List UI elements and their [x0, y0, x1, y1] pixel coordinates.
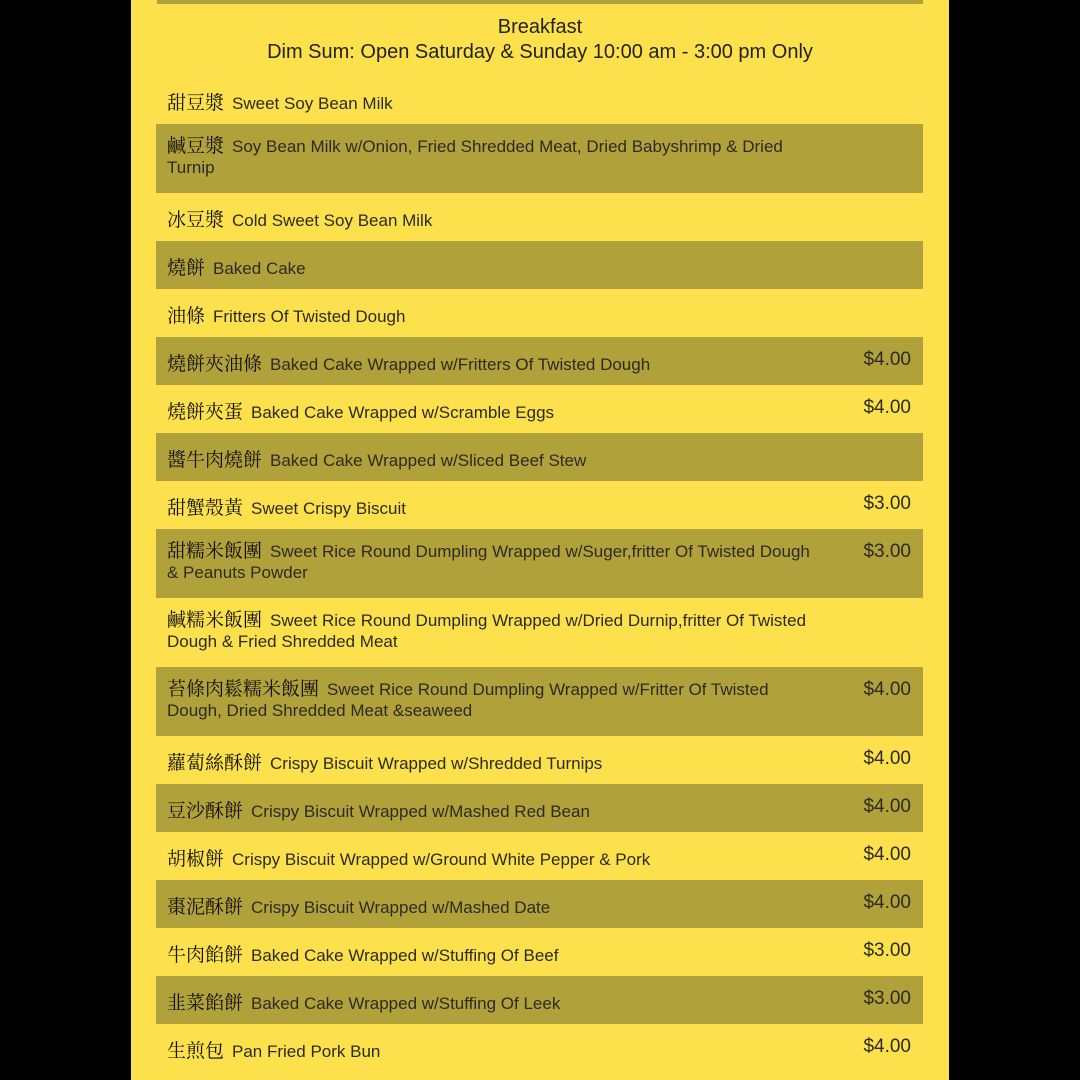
menu-item	[156, 832, 923, 880]
menu-item	[156, 289, 923, 337]
item-chinese-name: 冰豆漿	[167, 209, 225, 231]
item-chinese-name: 甜糯米飯團	[167, 540, 263, 562]
menu-item	[156, 928, 923, 976]
menu-item	[156, 481, 923, 529]
item-chinese-name: 苔條肉鬆糯米飯團	[167, 678, 320, 700]
menu-item	[156, 76, 923, 124]
item-description: Crispy Biscuit Wrapped w/Shredded Turnips	[270, 754, 603, 773]
menu-item	[156, 784, 923, 832]
item-price: $4.00	[863, 748, 911, 769]
menu-item	[156, 385, 923, 433]
item-description: Crispy Biscuit Wrapped w/Mashed Date	[251, 898, 551, 917]
item-chinese-name: 燒餅夾油條	[167, 353, 263, 375]
menu-item	[156, 976, 923, 1024]
item-chinese-name: 蘿蔔絲酥餅	[167, 752, 263, 774]
item-chinese-name: 牛肉餡餅	[167, 944, 244, 966]
item-description: Baked Cake Wrapped w/Stuffing Of Beef	[251, 946, 559, 965]
item-price: $3.00	[863, 988, 911, 1009]
item-description: Baked Cake Wrapped w/Stuffing Of Leek	[251, 994, 561, 1013]
menu-item	[156, 667, 923, 736]
item-description: Crispy Biscuit Wrapped w/Ground White Pepper & Pork	[232, 850, 651, 869]
item-price: $3.00	[863, 493, 911, 514]
item-chinese-name: 棗泥酥餅	[167, 896, 244, 918]
item-description: Pan Fried Pork Bun	[232, 1042, 381, 1061]
item-price: $4.00	[863, 796, 911, 817]
menu-item	[156, 736, 923, 784]
item-chinese-name: 豆沙酥餅	[167, 800, 244, 822]
item-description: Soy Bean Milk w/Onion, Fried Shredded Meat, Dried Babyshrimp & Dried Turnip	[167, 137, 783, 177]
menu-item	[156, 880, 923, 928]
menu-item	[156, 124, 923, 193]
item-price: $4.00	[863, 349, 911, 370]
dim-sum-hours: Dim Sum: Open Saturday & Sunday 10:00 am - 3:00 pm Only	[267, 41, 813, 63]
item-chinese-name: 胡椒餅	[167, 848, 225, 870]
menu-list	[156, 76, 923, 1072]
item-price: $4.00	[863, 844, 911, 865]
menu-item	[156, 529, 923, 598]
item-price: $4.00	[863, 679, 911, 700]
item-description: Sweet Rice Round Dumpling Wrapped w/Suger,fritter Of Twisted Dough & Peanuts Powder	[167, 542, 810, 582]
item-chinese-name: 醬牛肉燒餅	[167, 449, 263, 471]
item-description: Crispy Biscuit Wrapped w/Mashed Red Bean	[251, 802, 590, 821]
menu-item	[156, 337, 923, 385]
item-description: Baked Cake Wrapped w/Fritters Of Twisted Dough	[270, 355, 651, 374]
item-price: $3.00	[863, 940, 911, 961]
item-description: Baked Cake Wrapped w/Sliced Beef Stew	[270, 451, 587, 470]
item-description: Sweet Rice Round Dumpling Wrapped w/Dried Durnip,fritter Of Twisted Dough & Fried Shredded Meat	[167, 611, 807, 651]
item-description: Sweet Rice Round Dumpling Wrapped w/Fritter Of Twisted Dough, Dried Shredded Meat &seaweed	[167, 680, 769, 720]
item-chinese-name: 生煎包	[167, 1040, 225, 1062]
item-price: $4.00	[863, 397, 911, 418]
item-description: Baked Cake Wrapped w/Scramble Eggs	[251, 403, 555, 422]
menu-item	[156, 241, 923, 289]
menu-panel	[131, 0, 949, 1080]
top-divider	[157, 0, 923, 4]
item-description: Fritters Of Twisted Dough	[213, 307, 406, 326]
menu-item	[156, 433, 923, 481]
menu-header	[131, 14, 949, 64]
menu-item	[156, 598, 923, 667]
item-chinese-name: 燒餅	[167, 257, 206, 279]
item-chinese-name: 鹹豆漿	[167, 135, 225, 157]
item-price: $4.00	[863, 892, 911, 913]
item-price: $4.00	[863, 1036, 911, 1057]
item-description: Sweet Soy Bean Milk	[232, 94, 393, 113]
menu-item	[156, 1024, 923, 1072]
section-title: Breakfast	[497, 16, 583, 38]
item-price: $3.00	[863, 541, 911, 562]
item-chinese-name: 韭菜餡餅	[167, 992, 244, 1014]
item-description: Sweet Crispy Biscuit	[251, 499, 406, 518]
item-chinese-name: 鹹糯米飯團	[167, 609, 263, 631]
item-chinese-name: 甜豆漿	[167, 92, 225, 114]
menu-item	[156, 193, 923, 241]
item-chinese-name: 甜蟹殼黃	[167, 497, 244, 519]
item-description: Cold Sweet Soy Bean Milk	[232, 211, 433, 230]
item-chinese-name: 油條	[167, 305, 206, 327]
item-description: Baked Cake	[213, 259, 306, 278]
item-chinese-name: 燒餅夾蛋	[167, 401, 244, 423]
